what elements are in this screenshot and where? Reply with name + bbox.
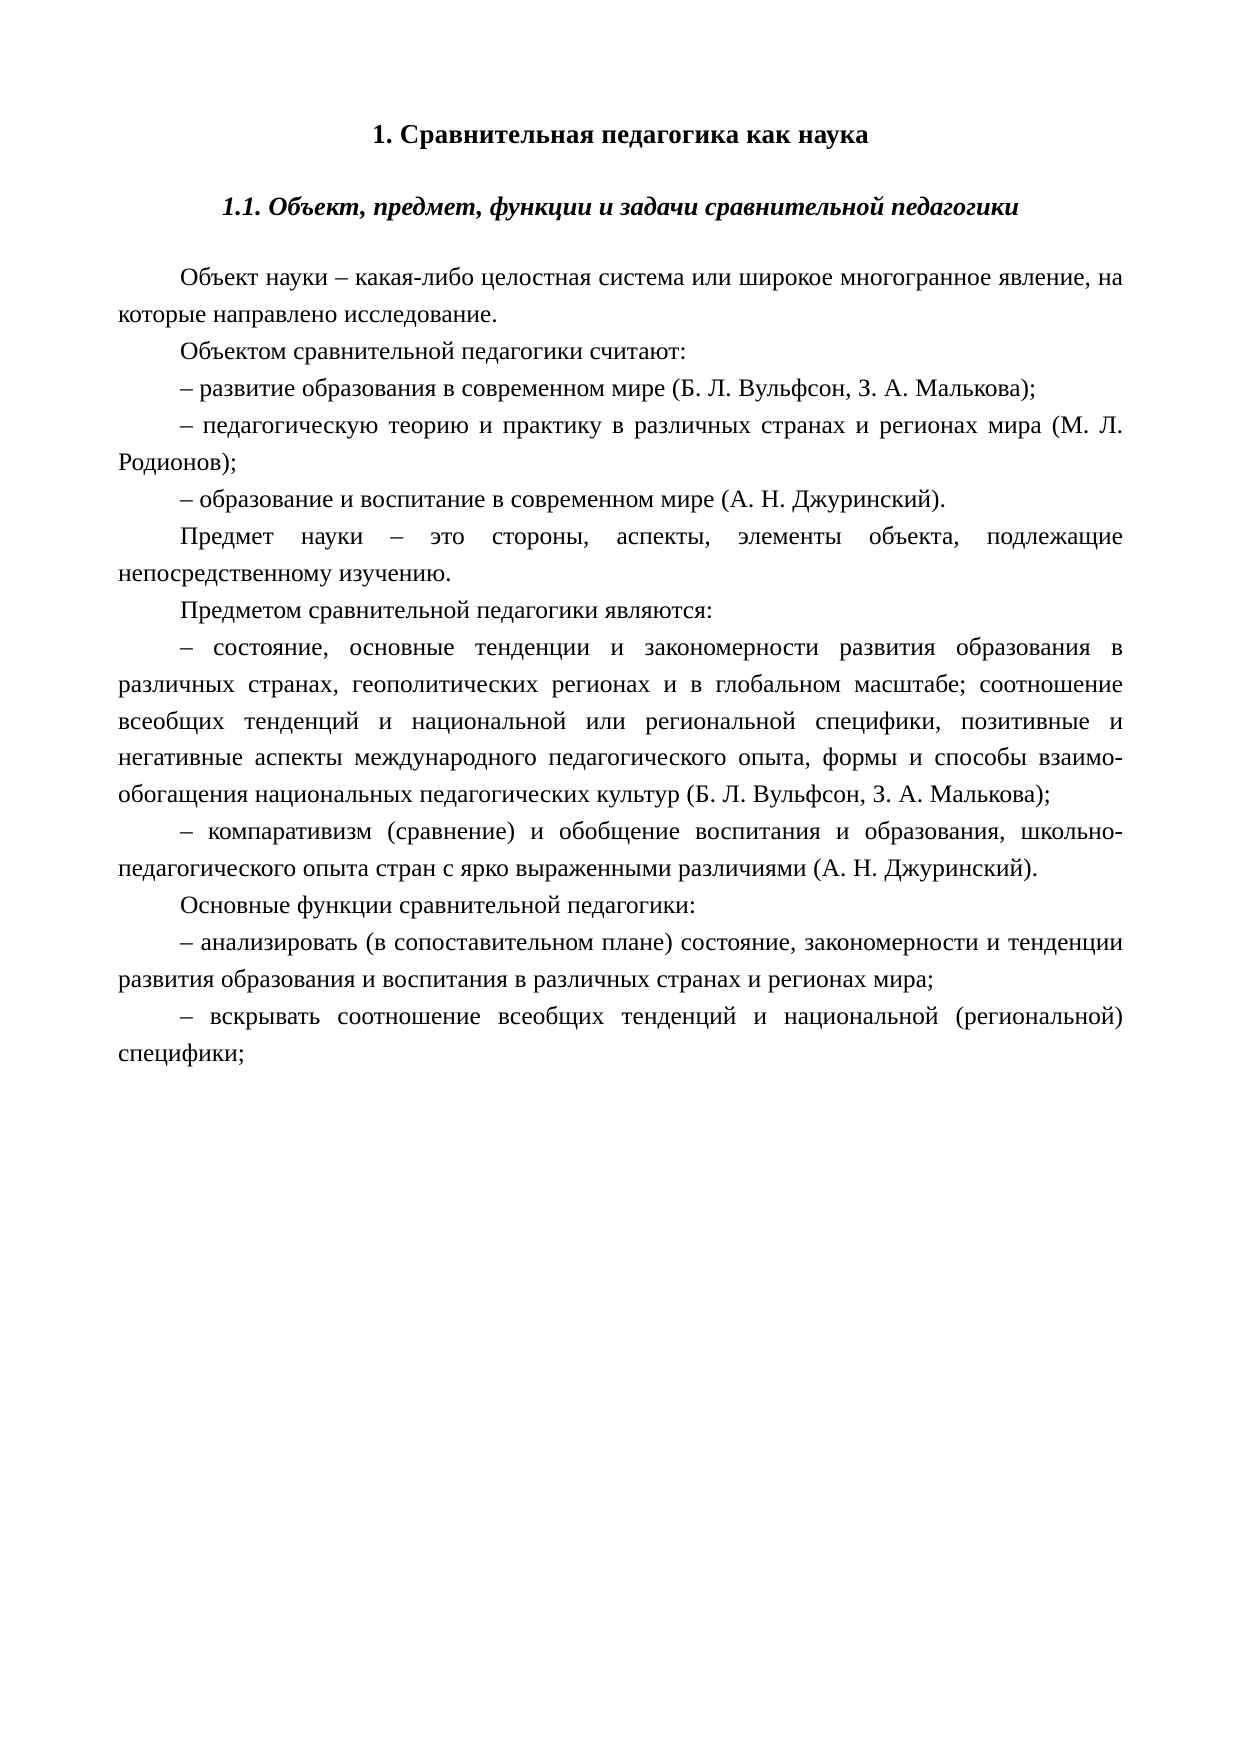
paragraph: Объект науки – какая-либо целостная система или широкое многогранное явление, на которые направлено исследование. <box>118 261 1123 328</box>
paragraph: Основные функции сравнительной педагогики: <box>180 890 696 920</box>
paragraph: – развитие образования в современном мире (Б. Л. Вульфсон, З. А. Малькова); <box>180 372 1037 402</box>
paragraph: – педагогическую теорию и практику в различных странах и регионах мира (М. Л. Родионов); <box>118 409 1123 476</box>
paragraph: – анализировать (в сопоставительном плане) состояние, закономерности и тенденции развития образования и воспитания в различных странах и регионах мира; <box>118 927 1123 994</box>
section-title: 1.1. Объект, предмет, функции и задачи сравнительной педагогики <box>222 190 1019 221</box>
paragraph: – компаративизм (сравнение) и обобщение воспитания и образования, школьно-педагогического опыта стран с ярко выраженными различиями (А. Н. Джуринский). <box>118 816 1123 883</box>
paragraph: – состояние, основные тенденции и закономерности развития образования в различных странах, геополитических регионах и в глобальном масштабе; соотношение всеобщих тенденций и национальной или региональной специфики, позитивные и негативные аспекты международного педагогического опыта, формы и способы взаимообогащения национальных педагогических культур (Б. Л. Вульфсон, З. А. Малькова); <box>118 631 1123 809</box>
paragraph: Предметом сравнительной педагогики являются: <box>180 594 713 624</box>
paragraph: – вскрывать соотношение всеобщих тенденций и национальной (региональной) специфики; <box>118 1001 1123 1068</box>
paragraph: Объектом сравнительной педагогики считают: <box>180 335 687 365</box>
chapter-title: 1. Сравнительная педагогика как наука <box>372 119 869 149</box>
paragraph: – образование и воспитание в современном мире (А. Н. Джуринский). <box>180 483 946 513</box>
paragraph: Предмет науки – это стороны, аспекты, элементы объекта, подлежащие непосредственному изучению. <box>118 520 1123 587</box>
